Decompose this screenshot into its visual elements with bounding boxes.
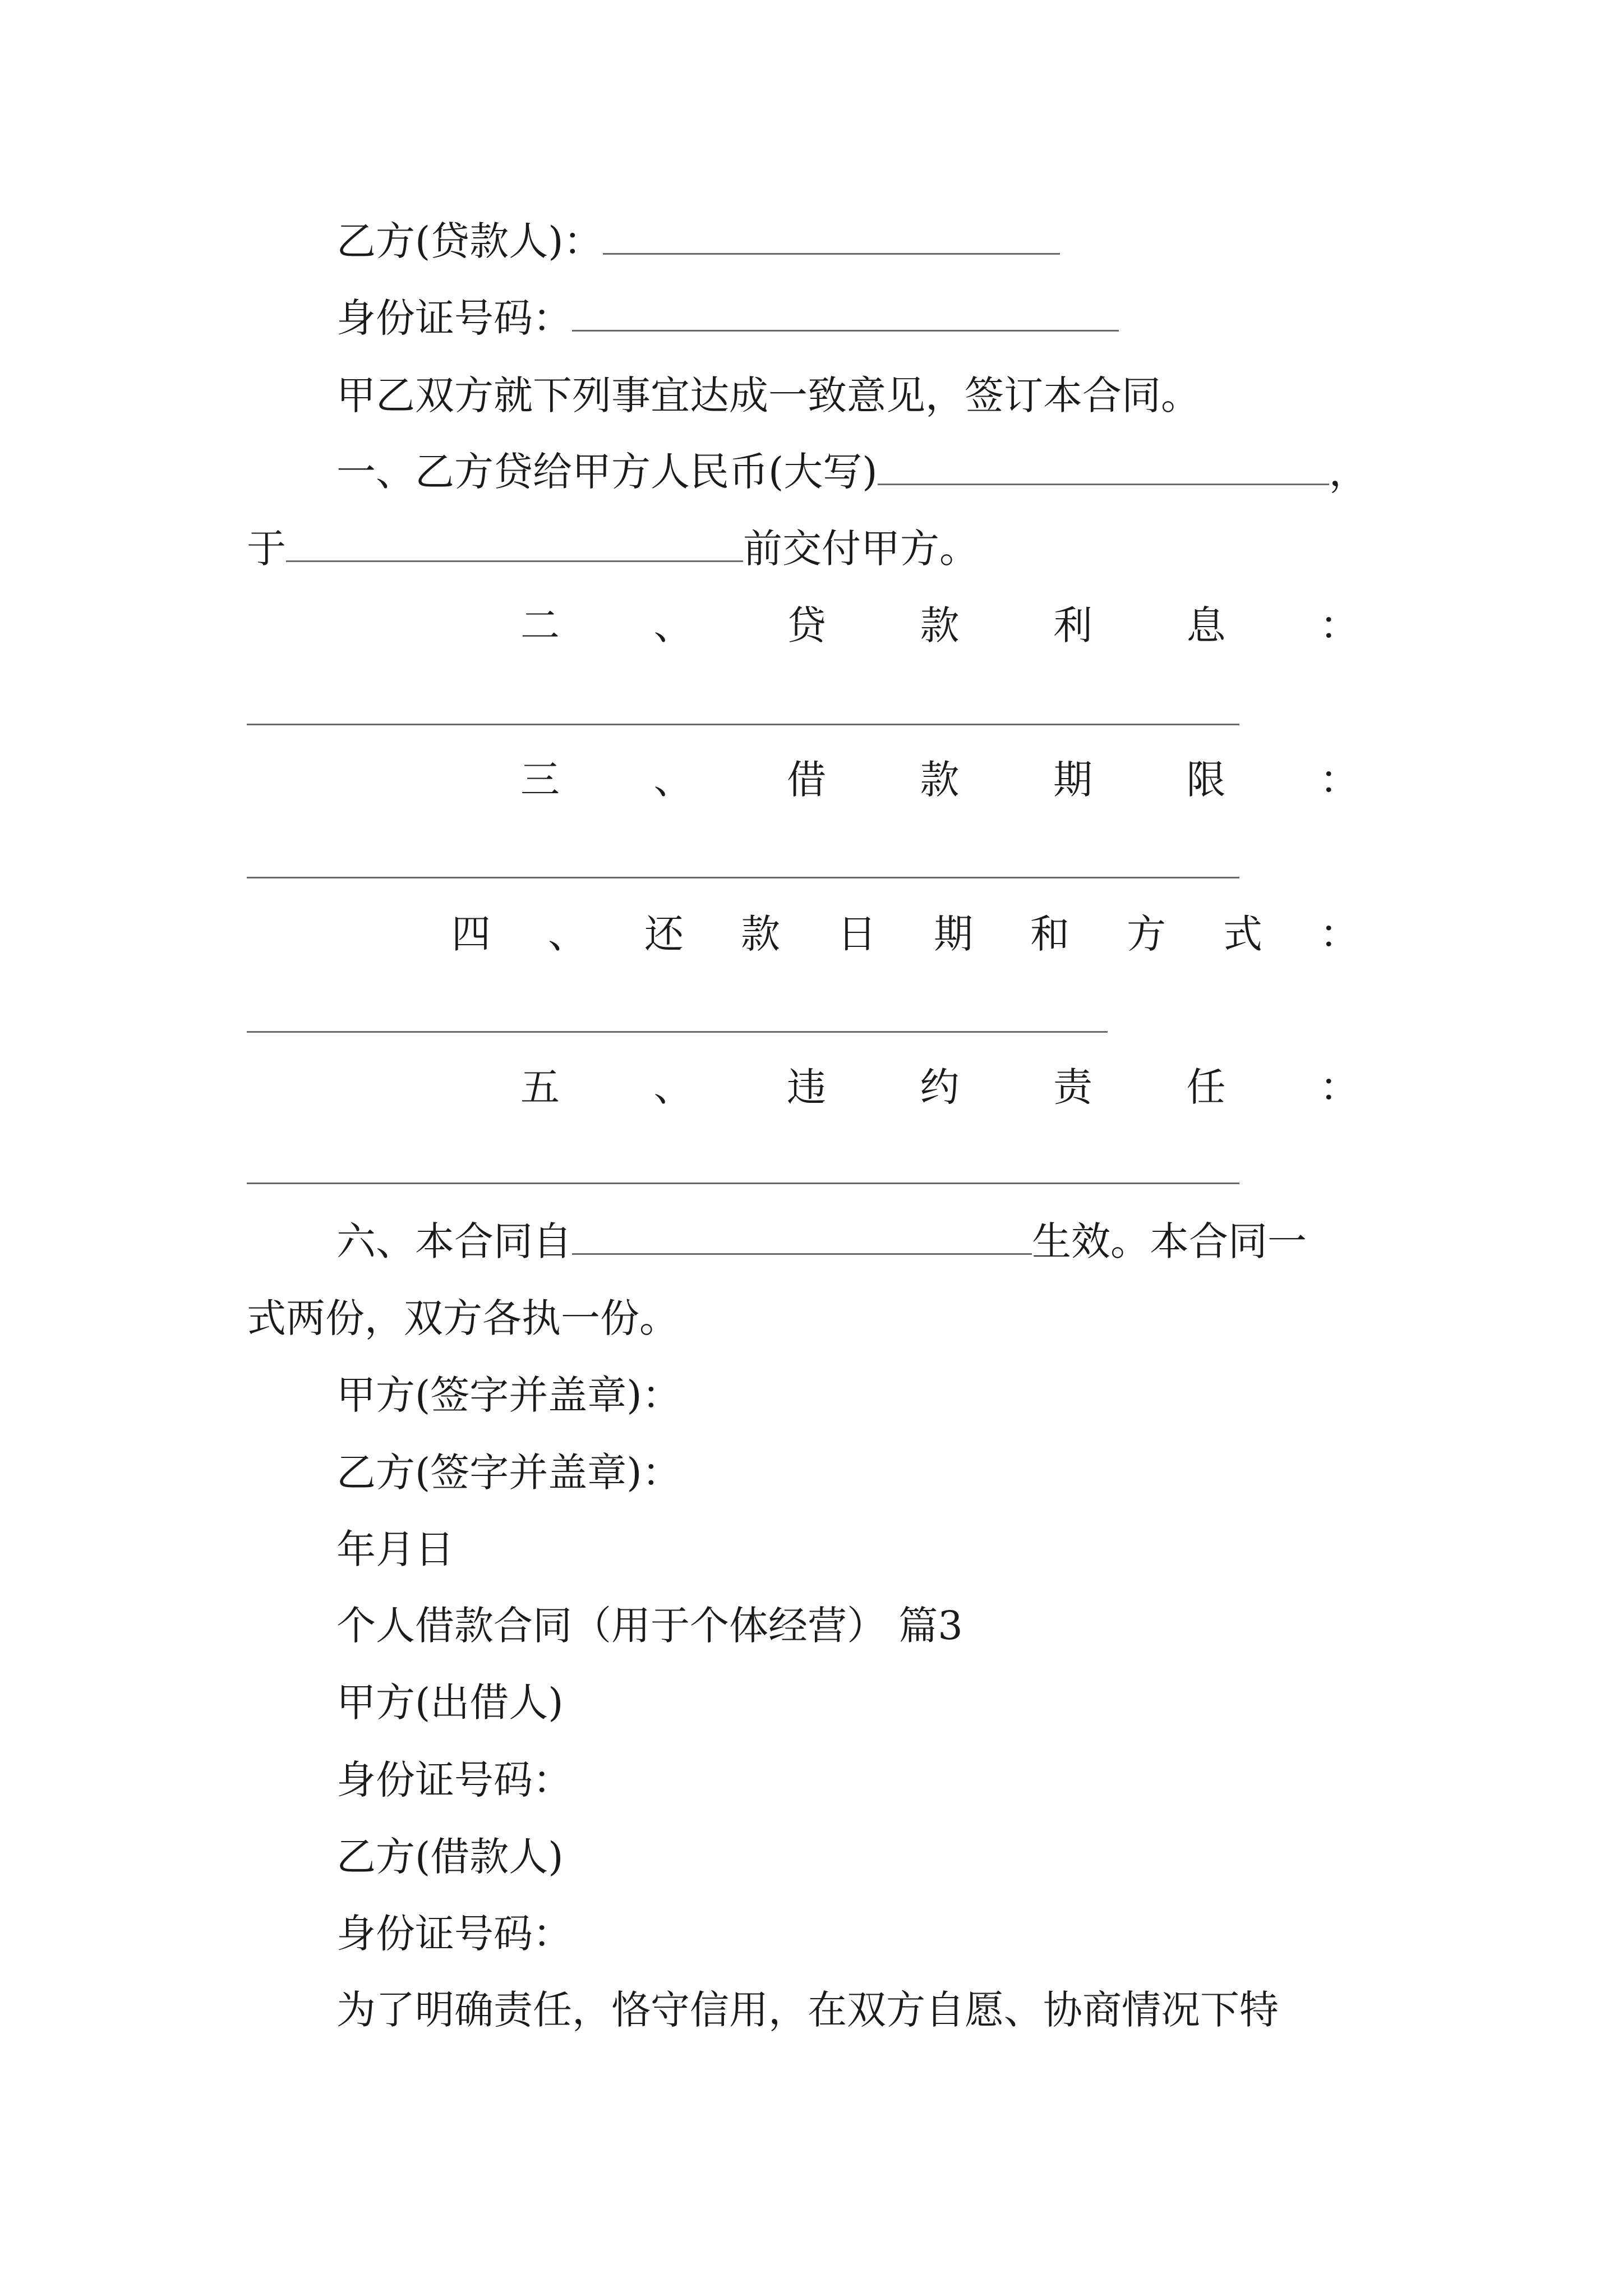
delivery-date-blank[interactable]: [286, 526, 743, 562]
clause3-blank[interactable]: [247, 877, 1239, 878]
clause6-label: 六、本合同自: [336, 1218, 572, 1264]
clause3-char: ：: [1320, 757, 1359, 803]
clause3-char: 限: [1186, 757, 1226, 803]
effective-date-blank[interactable]: [572, 1218, 1032, 1255]
party-b-borrower-line: 乙方(借款人): [336, 1834, 564, 1880]
clause2-blank[interactable]: [247, 724, 1239, 725]
clause3-char: 、: [653, 757, 693, 803]
clause1-line: [336, 447, 1368, 497]
clause1-yu: 于: [247, 526, 286, 572]
clause5-char: 任: [1186, 1064, 1226, 1110]
clause1-cont-line: [247, 523, 979, 574]
clause6-line: [336, 1216, 1307, 1267]
clause4-blank[interactable]: [247, 1031, 1108, 1033]
clause2-char: 二: [520, 602, 560, 648]
amount-blank[interactable]: [878, 449, 1329, 485]
clause5-char: 五: [520, 1064, 560, 1110]
clause3-char: 借: [787, 757, 826, 803]
id-number-label: 身份证号码：: [336, 295, 572, 341]
party-b-lender-line: [336, 216, 1060, 266]
clause4-char: 还: [644, 911, 684, 957]
clause4-char: 和: [1030, 911, 1069, 957]
id-number-line-3: 身份证号码：: [336, 1911, 572, 1957]
clause5-char: 、: [653, 1064, 693, 1110]
section-title: 个人借款合同（用于个体经营） 篇3: [336, 1603, 963, 1649]
clause3-char: 款: [920, 757, 960, 803]
party-a-sign-line: 甲方(签字并盖章)：: [336, 1372, 681, 1418]
clause2-char: 贷: [787, 602, 826, 648]
clause4-char: 方: [1127, 911, 1166, 957]
clause5-char: 责: [1053, 1064, 1092, 1110]
clause6-end: 生效。本合同一: [1032, 1218, 1307, 1264]
clause2-char: 利: [1053, 602, 1092, 648]
party-b-lender-label: 乙方(贷款人)：: [336, 218, 603, 264]
party-b-sign-line: 乙方(签字并盖章)：: [336, 1450, 681, 1496]
purpose-line: 为了明确责任，恪守信用，在双方自愿、协商情况下特: [336, 1987, 1279, 2033]
clause4-char: 日: [837, 911, 877, 957]
clause5-char: 违: [787, 1064, 826, 1110]
clause5-char: ：: [1320, 1064, 1359, 1110]
date-line: 年月日: [336, 1526, 454, 1572]
clause1-comma: ，: [1329, 449, 1368, 495]
clause2-char: 款: [920, 602, 960, 648]
clause2-char: 息: [1186, 602, 1226, 648]
clause4-char: 期: [934, 911, 973, 957]
clause1-label: 一、乙方贷给甲方人民币(大写): [336, 449, 878, 495]
id-number-line-1: [336, 293, 1119, 343]
clause2-heading: [520, 600, 1359, 651]
agreement-line: 甲乙双方就下列事宜达成一致意见，签订本合同。: [336, 372, 1200, 418]
clause4-char: 、: [548, 911, 587, 957]
clause4-char: 四: [451, 911, 491, 957]
clause4-heading: [451, 909, 1359, 959]
clause3-char: 三: [520, 757, 560, 803]
party-b-lender-blank[interactable]: [603, 218, 1060, 255]
party-a-lender-line: 甲方(出借人): [336, 1680, 564, 1726]
clause3-heading: [520, 754, 1359, 805]
clause1-end: 前交付甲方。: [743, 526, 979, 572]
id-number-blank[interactable]: [572, 295, 1119, 332]
clause6-cont-line: 式两份，双方各执一份。: [247, 1295, 679, 1341]
clause5-heading: [520, 1062, 1359, 1112]
id-number-line-2: 身份证号码：: [336, 1757, 572, 1803]
clause2-char: ：: [1320, 602, 1359, 648]
clause5-char: 约: [920, 1064, 960, 1110]
clause2-char: 、: [653, 602, 693, 648]
clause5-blank[interactable]: [247, 1182, 1239, 1184]
clause4-char: ：: [1320, 911, 1359, 957]
clause3-char: 期: [1053, 757, 1092, 803]
clause4-char: 款: [741, 911, 780, 957]
clause4-char: 式: [1223, 911, 1262, 957]
